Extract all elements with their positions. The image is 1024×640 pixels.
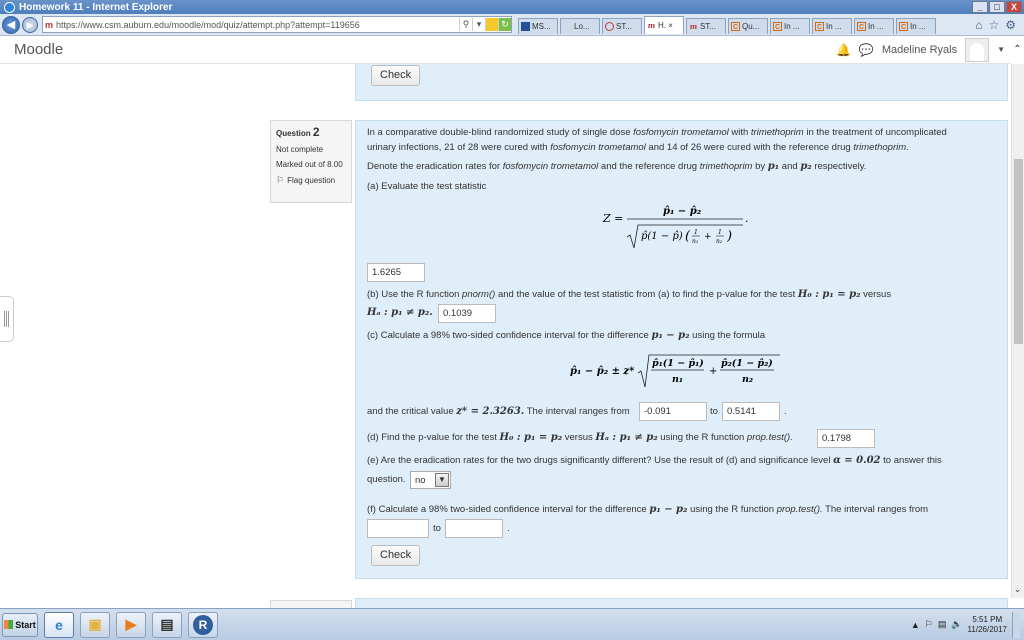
page-icon <box>563 22 572 31</box>
minimize-button[interactable]: _ <box>972 1 988 13</box>
svg-text:+: + <box>709 366 718 377</box>
check-button[interactable]: Check <box>371 545 420 566</box>
loading-icon <box>605 22 614 31</box>
part-f-to-label: to <box>433 523 441 534</box>
dropdown-icon[interactable]: ▾ <box>472 18 485 31</box>
tab-lo[interactable]: Lo... <box>560 18 600 34</box>
part-d-answer-input[interactable] <box>817 429 875 448</box>
critical-value-text: and the critical value z* = 2.3263. The interval ranges from <box>367 406 630 417</box>
part-b-ha: Hₐ : p₁ ≠ p₂. <box>367 307 433 318</box>
settings-gear-icon[interactable]: ⚙ <box>1005 17 1016 32</box>
part-e-question-word: question. <box>367 474 406 485</box>
part-c-text: (c) Calculate a 98% two-sided confidence interval for the difference p₁ − p₂ using the formula <box>367 330 766 341</box>
avatar[interactable] <box>965 38 989 62</box>
svg-text:1: 1 <box>718 229 722 236</box>
search-icon[interactable]: ⚲ <box>459 18 472 31</box>
moodle-favicon-icon: m <box>45 19 54 30</box>
lock-icon[interactable] <box>485 18 498 31</box>
part-d-text: (d) Find the p-value for the test H₀ : p₁ = p₂ versus Hₐ : p₁ ≠ p₂ using the R function prop.test(). <box>367 432 793 443</box>
clock[interactable]: 5:51 PM 11/26/2017 <box>967 614 1007 634</box>
part-f-upper-input[interactable] <box>445 519 503 538</box>
window-title-bar <box>0 0 1024 14</box>
flag-question-link[interactable]: ⚐ Flag question <box>276 175 336 185</box>
refresh-icon[interactable]: ↻ <box>498 18 511 31</box>
part-b-answer-input[interactable] <box>438 304 496 323</box>
network-icon[interactable]: ▤ <box>937 619 947 629</box>
svg-text:n₂: n₂ <box>716 238 723 245</box>
back-button[interactable]: ◀ <box>2 16 20 34</box>
ci-period: . <box>784 406 787 417</box>
part-f-text: (f) Calculate a 98% two-sided confidence interval for the difference p₁ − p₂ using the R function prop.test(). The interval ranges from <box>367 504 929 515</box>
tab-homework[interactable]: m H. × <box>644 16 684 34</box>
window-controls <box>972 1 1022 13</box>
svg-text:n₁: n₁ <box>672 374 684 385</box>
tab-in-2[interactable]: C In ... <box>812 18 852 34</box>
question-status: Not complete <box>276 145 324 154</box>
svg-text:p̂₁(1 − p̂₁): p̂₁(1 − p̂₁) <box>652 358 704 369</box>
part-e-text: (e) Are the eradication rates for the two drugs significantly different? Use the result of (d) and significance level α = 0.02 to answer this <box>367 455 942 466</box>
svg-text:Z =: Z = <box>603 212 624 225</box>
close-button[interactable]: X <box>1006 1 1022 13</box>
part-a-text: (a) Evaluate the test statistic <box>367 181 487 192</box>
tab-ms[interactable]: MS... <box>518 18 558 34</box>
scroll-up-arrow-icon[interactable]: ⌃ <box>1011 36 1024 64</box>
tab-in-1[interactable]: C In ... <box>770 18 810 34</box>
home-icon[interactable]: ⌂ <box>975 17 983 32</box>
svg-text:(: ( <box>685 229 691 244</box>
question-number: Question 2 <box>276 125 320 139</box>
scrollbar-thumb[interactable] <box>1014 159 1023 344</box>
site-brand[interactable]: Moodle <box>14 41 64 58</box>
prev-check-button[interactable]: Check <box>371 65 420 86</box>
ci-to-label: to <box>710 406 718 417</box>
chegg-icon: C <box>900 23 907 31</box>
blocks-drawer-handle[interactable] <box>0 296 14 342</box>
next-question-panel <box>355 598 1008 608</box>
chegg-icon: C <box>816 23 823 31</box>
svg-text:n₂: n₂ <box>742 374 754 385</box>
browser-tools <box>975 18 1016 32</box>
notifications-icon[interactable]: 🔔 <box>835 42 851 57</box>
ci-lower-input[interactable] <box>639 402 707 421</box>
user-menu-area <box>836 38 1005 62</box>
test-statistic-formula <box>601 199 751 253</box>
svg-text:): ) <box>727 229 733 244</box>
browser-tabs <box>518 16 936 34</box>
moodle-icon: m <box>689 21 698 31</box>
chegg-icon: C <box>732 23 739 31</box>
browser-toolbar <box>0 14 1024 36</box>
tab-in-3[interactable]: C In ... <box>854 18 894 34</box>
forward-button[interactable]: ▶ <box>22 17 38 33</box>
window-title: Homework 11 - Internet Explorer <box>19 1 173 13</box>
user-name[interactable]: Madeline Ryals <box>881 43 958 56</box>
chegg-icon: C <box>858 23 865 31</box>
svg-text:n₁: n₁ <box>692 238 699 245</box>
tab-st-2[interactable]: m ST... <box>686 18 726 34</box>
svg-text:1: 1 <box>694 229 698 236</box>
flag-icon: ⚐ <box>276 175 285 185</box>
taskbar-r-icon[interactable]: R <box>188 612 218 638</box>
svg-text:p̂(1 − p̂): p̂(1 − p̂) <box>641 231 683 242</box>
url-text[interactable]: https://www.csm.auburn.edu/moodle/mod/quiz/attempt.php?attempt=119656 <box>56 19 360 30</box>
user-menu-caret-icon[interactable]: ▼ <box>997 45 1005 54</box>
volume-icon[interactable]: 🔈 <box>951 619 963 629</box>
intro-line-2: urinary infections, 21 of 28 were cured with fosfomycin trometamol and 14 of 26 were cured with the reference drug trimethoprim. <box>367 142 909 153</box>
next-question-info <box>270 600 352 608</box>
action-center-flag-icon[interactable]: ⚐ <box>924 619 933 629</box>
svg-text:+: + <box>704 232 712 242</box>
tab-in-4[interactable]: C In ... <box>896 18 936 34</box>
page-scrollbar[interactable] <box>1011 64 1024 598</box>
question-content <box>355 120 1008 579</box>
svg-text:.: . <box>745 212 749 225</box>
tab-qu[interactable]: C Qu... <box>728 18 768 34</box>
system-tray <box>911 612 1020 638</box>
question-info <box>270 120 352 203</box>
part-f-period: . <box>507 523 510 534</box>
ci-upper-input[interactable] <box>722 402 780 421</box>
favorites-icon[interactable]: ☆ <box>988 17 1000 32</box>
moodle-icon: m <box>647 20 656 30</box>
intro-line-1: In a comparative double-blind randomized study of single dose fosfomycin trometamol with trimethoprim in the treatment of uncomplicated <box>367 127 947 138</box>
ie-icon <box>4 2 15 13</box>
confidence-interval-formula <box>568 349 783 391</box>
part-e-answer-select[interactable]: no ▼ <box>410 471 451 489</box>
chegg-icon: C <box>774 23 781 31</box>
taskbar-window-icon[interactable]: ▤ <box>152 612 182 638</box>
windows-logo-icon <box>4 620 13 629</box>
messages-icon[interactable]: 💬 <box>858 42 874 57</box>
address-bar[interactable] <box>42 16 512 33</box>
taskbar-media-player-icon[interactable]: ▶ <box>116 612 146 638</box>
taskbar-ie-icon[interactable]: e <box>44 612 74 638</box>
part-a-answer-input[interactable] <box>367 263 425 282</box>
chevron-down-icon[interactable]: ▼ <box>435 473 449 487</box>
svg-text:p̂₁ − p̂₂: p̂₁ − p̂₂ <box>663 206 702 217</box>
svg-text:p̂₂(1 − p̂₂): p̂₂(1 − p̂₂) <box>721 358 773 369</box>
previous-question-panel <box>355 64 1008 101</box>
denote-line: Denote the eradication rates for fosfomycin trometamol and the reference drug trimethoprim by p₁ and p₂ respectively. <box>367 161 867 172</box>
part-f-lower-input[interactable] <box>367 519 429 538</box>
close-tab-icon[interactable]: × <box>666 20 673 30</box>
ms-icon <box>521 22 530 31</box>
svg-text:p̂₁ − p̂₂ ± z*: p̂₁ − p̂₂ ± z* <box>570 366 635 377</box>
start-button[interactable]: Start <box>2 613 38 637</box>
taskbar <box>0 608 1024 640</box>
tray-expand-icon[interactable]: ▲ <box>910 619 920 630</box>
show-desktop-button[interactable] <box>1012 612 1020 638</box>
taskbar-explorer-icon[interactable]: ▣ <box>80 612 110 638</box>
tab-st-1[interactable]: ST... <box>602 18 642 34</box>
scroll-down-arrow-icon[interactable]: ⌄ <box>1013 584 1022 594</box>
moodle-header <box>0 36 1011 64</box>
part-b-text: (b) Use the R function pnorm() and the value of the test statistic from (a) to find the p-value for the test H₀ : p₁ = p₂ versus <box>367 289 892 300</box>
maximize-button[interactable]: □ <box>989 1 1005 13</box>
question-marks: Marked out of 8.00 <box>276 160 343 169</box>
